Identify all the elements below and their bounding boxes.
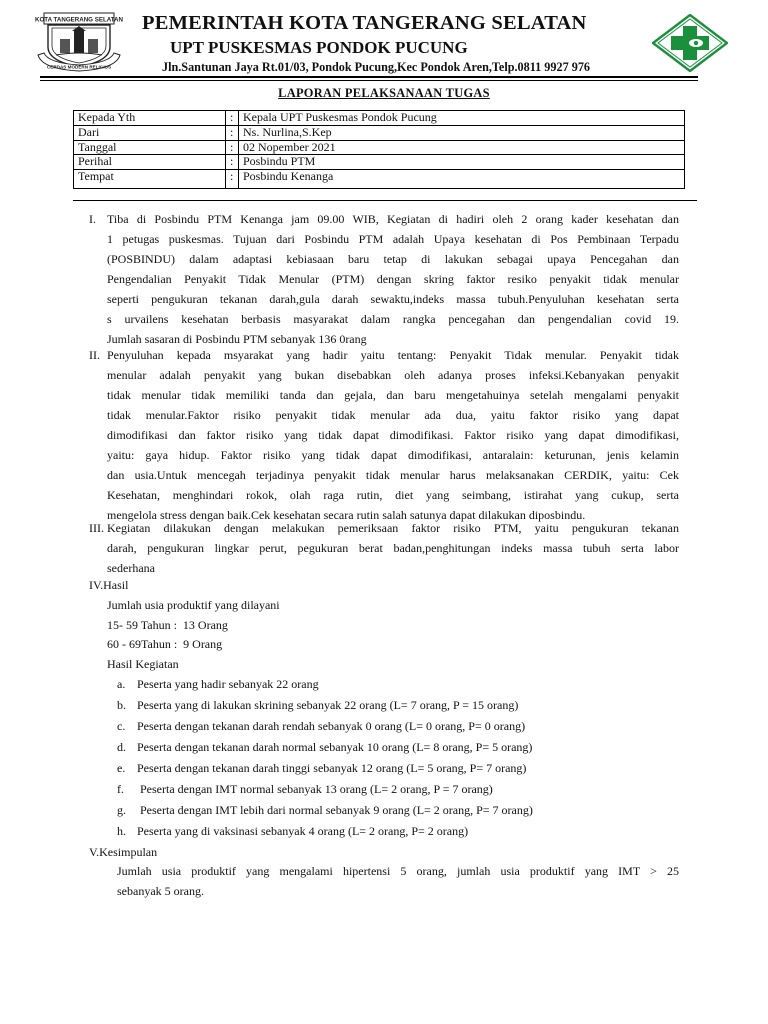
item-marker: e. bbox=[117, 761, 126, 775]
report-title: LAPORAN PELAKSANAAN TUGAS bbox=[278, 86, 490, 100]
result-item bbox=[117, 800, 533, 820]
conclusion-text bbox=[117, 861, 679, 901]
item-text: Peserta dengan IMT normal sebanyak 13 orang (L= 2 orang, P = 7 orang) bbox=[137, 782, 493, 796]
section-1 bbox=[89, 209, 679, 349]
info-label: Kepada Yth bbox=[78, 110, 136, 124]
result-item bbox=[117, 674, 319, 694]
puskesmas-cross-logo bbox=[652, 14, 728, 72]
section-2 bbox=[89, 345, 679, 525]
info-separator: : bbox=[226, 140, 239, 155]
info-separator: : bbox=[226, 155, 239, 170]
item-marker: b. bbox=[117, 698, 126, 712]
info-separator: : bbox=[226, 125, 239, 140]
paragraph-line: sederhana bbox=[107, 561, 155, 575]
item-text: Peserta yang di lakukan skrining sebanyak 22 orang (L= 7 orang, P = 15 orang) bbox=[137, 698, 519, 712]
info-row-recipient bbox=[74, 111, 685, 126]
section-marker: II. bbox=[89, 348, 100, 362]
paragraph-line: dan usia.Untuk mencegah terjadinya penyakit tidak menular harus melaksanakan CERDIK, yaitu: Cek bbox=[107, 468, 679, 482]
section-3 bbox=[89, 518, 679, 578]
result-item bbox=[117, 821, 468, 841]
age-group-60-69: 60 - 69Tahun : 9 Orang bbox=[107, 637, 223, 651]
item-text: Peserta dengan tekanan darah tinggi sebanyak 12 orang (L= 5 orang, P= 7 orang) bbox=[137, 761, 527, 775]
result-item bbox=[117, 737, 532, 757]
paragraph-line: Tiba di Posbindu PTM Kenanga jam 09.00 WIB, Kegiatan di hadiri oleh 2 orang kader kesehatan dan bbox=[107, 212, 679, 226]
item-marker: f. bbox=[117, 782, 124, 796]
info-separator: : bbox=[226, 170, 239, 189]
result-item bbox=[117, 758, 526, 778]
info-table bbox=[73, 110, 685, 189]
paragraph-line: yaitu: gaya hidup. Faktor risiko yang tidak dapat dimodifikasi, antaralain: keturunan, jenis kelamin bbox=[107, 448, 679, 462]
productive-age-intro: Jumlah usia produktif yang dilayani bbox=[107, 598, 280, 612]
paragraph-line: sebanyak 5 orang. bbox=[117, 884, 204, 898]
paragraph-line: Penyuluhan kepada msyarakat yang hadir yaitu tentang: Penyakit Tidak menular. Penyakit tidak bbox=[107, 348, 679, 362]
letterhead-address: Jln.Santunan Jaya Rt.01/03, Pondok Pucung,Kec Pondok Aren,Telp.0811 9927 976 bbox=[162, 60, 591, 74]
paragraph-line: dimodifikasi dan faktor risiko yang tidak dapat dimodifikasi. Faktor risiko yang dapat dimodifikasi, bbox=[107, 428, 679, 442]
item-marker: d. bbox=[117, 740, 126, 754]
info-value: Kepala UPT Puskesmas Pondok Pucung bbox=[243, 110, 437, 124]
result-item bbox=[117, 695, 518, 715]
item-text: Peserta dengan tekanan darah normal sebanyak 10 orang (L= 8 orang, P= 5 orang) bbox=[137, 740, 533, 754]
result-item bbox=[117, 716, 525, 736]
info-value: Ns. Nurlina,S.Kep bbox=[243, 124, 332, 139]
paragraph-line: tidak menular tidak memiliki tanda dan gejala, dan baru mengetahuinya setelah mengalami penyakit bbox=[107, 388, 679, 402]
item-text: Peserta dengan IMT lebih dari normal sebanyak 9 orang (L= 2 orang, P= 7 orang) bbox=[137, 803, 533, 817]
info-label: Tempat bbox=[78, 169, 114, 184]
results-subheading: Hasil Kegiatan bbox=[107, 657, 179, 671]
item-marker: c. bbox=[117, 719, 126, 733]
paragraph-line: Jumlah usia produktif yang mengalami hipertensi 5 orang, jumlah usia produktif yang IMT > 25 bbox=[117, 864, 679, 878]
age-group-15-59: 15- 59 Tahun : 13 Orang bbox=[107, 618, 228, 632]
paragraph-line: menular adalah penyakit yang bukan disebabkan oleh adanya proses infeksi.Kebanyakan penyakit bbox=[107, 368, 679, 382]
info-separator: : bbox=[226, 111, 239, 126]
paragraph-line: s urvailens kesehatan berbasis masyarakat dalam rangka pencegahan dan pengendalian covid 19. bbox=[107, 312, 679, 326]
emblem-top-text: KOTA TANGERANG SELATAN bbox=[35, 16, 123, 24]
info-value: 02 Nopember 2021 bbox=[243, 139, 336, 154]
paragraph-line: mengelola stress dengan baik.Cek kesehatan secara rutin salah satunya dapat dilakukan diposbindu. bbox=[107, 508, 586, 522]
emblem-ribbon-text: CERDAS MODERN RELIGIUS bbox=[46, 64, 112, 70]
item-marker: g. bbox=[117, 803, 126, 817]
paragraph-line: darah, pengukuran lingkar perut, pegukuran berat badan,penghitungan indeks massa tubuh serta labor bbox=[107, 541, 679, 555]
info-value: Posbindu Kenanga bbox=[243, 169, 334, 184]
paragraph-line: seperti pengukuran tekanan darah,gula darah sewaktu,indeks massa tubuh.Penyuluhan kesehatan serta bbox=[107, 292, 679, 306]
city-emblem-logo bbox=[34, 11, 124, 73]
result-item bbox=[117, 779, 493, 799]
letterhead-office-name: UPT PUSKESMAS PONDOK PUCUNG bbox=[170, 38, 468, 57]
info-row-sender bbox=[74, 125, 685, 140]
info-value: Posbindu PTM bbox=[243, 154, 316, 169]
paragraph-line: Kesehatan, menghindari rokok, olah raga rutin, diet yang seimbang, istirahat yang cukup, serta bbox=[107, 488, 679, 502]
paragraph-line: (POSBINDU) dalam adaptasi kebiasaan baru tetap di lakukan sebagai upaya Pencegahan dan bbox=[107, 252, 679, 266]
section-5-heading: V.Kesimpulan bbox=[89, 845, 158, 859]
item-marker: h. bbox=[117, 824, 126, 838]
info-label: Tanggal bbox=[78, 139, 117, 154]
info-row-place bbox=[74, 170, 685, 189]
letterhead-rule-thick bbox=[40, 76, 698, 78]
section-marker: I. bbox=[89, 212, 96, 226]
info-row-subject bbox=[74, 155, 685, 170]
info-label: Perihal bbox=[78, 154, 112, 169]
letterhead-government-name: PEMERINTAH KOTA TANGERANG SELATAN bbox=[142, 12, 587, 34]
table-bottom-rule bbox=[73, 200, 697, 201]
section-marker: III. bbox=[89, 521, 104, 535]
info-label: Dari bbox=[78, 124, 100, 139]
paragraph-line: Kegiatan dilakukan dengan melakukan pemeriksaan faktor risiko PTM, yaitu pengukuran tekanan bbox=[107, 521, 679, 535]
item-text: Peserta dengan tekanan darah rendah sebanyak 0 orang (L= 0 orang, P= 0 orang) bbox=[137, 719, 526, 733]
item-text: Peserta yang hadir sebanyak 22 orang bbox=[137, 677, 319, 691]
paragraph-line: Jumlah sasaran di Posbindu PTM sebanyak 136 0rang bbox=[107, 332, 367, 346]
item-text: Peserta yang di vaksinasi sebanyak 4 orang (L= 2 orang, P= 2 orang) bbox=[137, 824, 469, 838]
paragraph-line: 1 petugas puskesmas. Tujuan dari Posbindu PTM adalah Upaya kesehatan di Pos Pembinaan Terpadu bbox=[107, 232, 679, 246]
info-row-date bbox=[74, 140, 685, 155]
paragraph-line: Pengendalian Penyakit Tidak Menular (PTM) dengan skring faktor resiko penyakit tidak menular bbox=[107, 272, 679, 286]
paragraph-line: tidak menular.Faktor risiko penyakit tidak menular ada dua, yaitu faktor risiko yang dapat bbox=[107, 408, 679, 422]
letterhead-rule-thin bbox=[40, 80, 698, 81]
item-marker: a. bbox=[117, 677, 126, 691]
section-4-heading: IV.Hasil bbox=[89, 578, 129, 592]
